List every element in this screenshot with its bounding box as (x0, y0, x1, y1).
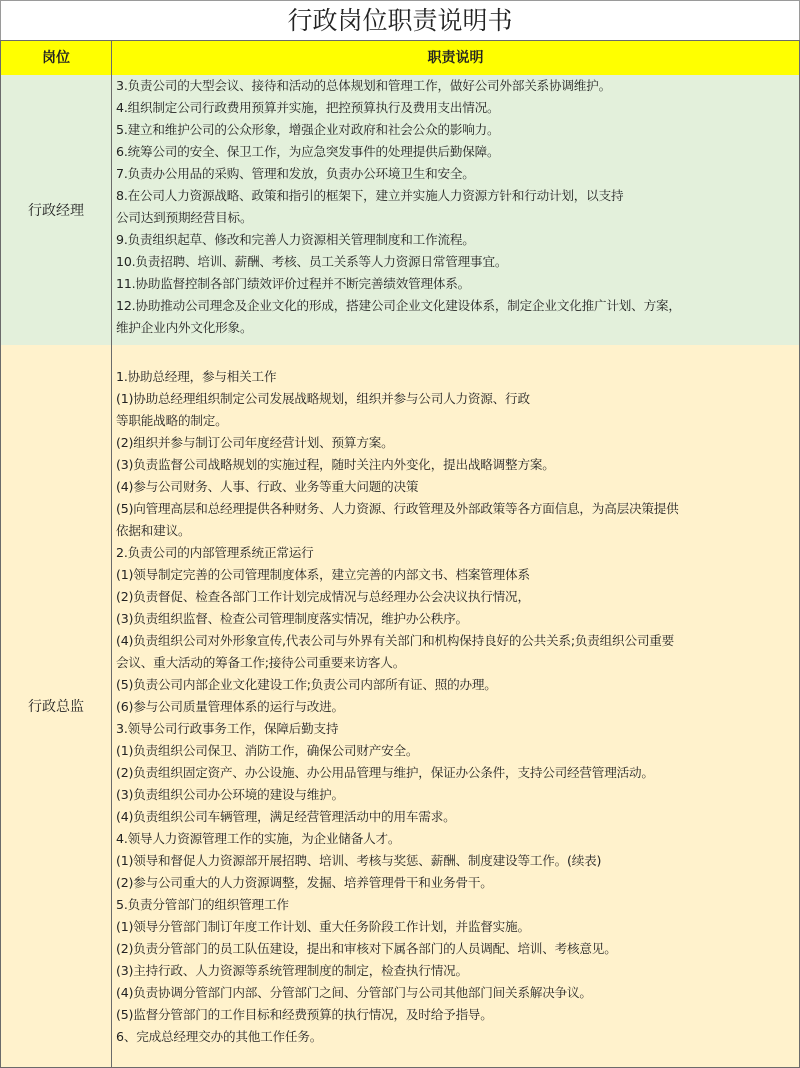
position-cell (1, 345, 112, 1067)
duties-cell (116, 366, 795, 1048)
duty-line: (1)领导和督促人力资源部开展招聘、培训、考核与奖惩、薪酬、制度建设等工作。(续表) (116, 853, 602, 868)
duty-line: 4.领导人力资源管理工作的实施，为企业储备人才。 (116, 831, 401, 846)
table-row-admin-manager (0, 75, 800, 346)
table-header (0, 40, 800, 76)
duty-line: 等职能战略的制定。 (116, 413, 228, 428)
duty-line: 4.组织制定公司行政费用预算并实施，把控预算执行及费用支出情况。 (116, 100, 500, 115)
duty-line: 8.在公司人力资源战略、政策和指引的框架下，建立并实施人力资源方针和行动计划，以支持 (116, 188, 624, 203)
duty-line: 6、完成总经理交办的其他工作任务。 (116, 1029, 323, 1044)
duty-line: 会议、重大活动的筹备工作;接待公司重要来访客人。 (116, 655, 406, 670)
duty-line: 10.负责招聘、培训、薪酬、考核、员工关系等人力资源日常管理事宜。 (116, 254, 508, 269)
position-label: 行政总监 (28, 699, 84, 715)
duties-cell (116, 75, 795, 339)
duty-line: 3.领导公司行政事务工作，保障后勤支持 (116, 721, 339, 736)
duty-line: (3)主持行政、人力资源等系统管理制度的制定，检查执行情况。 (116, 963, 468, 978)
duty-line: 维护企业内外文化形象。 (116, 320, 253, 335)
duty-line: (1)领导制定完善的公司管理制度体系，建立完善的内部文书、档案管理体系 (116, 567, 530, 582)
duty-line: 6.统筹公司的安全、保卫工作，为应急突发事件的处理提供后勤保障。 (116, 144, 500, 159)
duty-line: (6)参与公司质量管理体系的运行与改进。 (116, 699, 344, 714)
duty-line: (5)负责公司内部企业文化建设工作;负责公司内部所有证、照的办理。 (116, 677, 497, 692)
duty-line: (4)负责组织公司对外形象宣传,代表公司与外界有关部门和机构保持良好的公共关系;负责组织公司重要 (116, 633, 675, 648)
duty-line: (2)负责督促、检查各部门工作计划完成情况与总经理办公会决议执行情况， (116, 589, 530, 604)
position-label: 行政经理 (28, 203, 84, 219)
duty-line: (1)协助总经理组织制定公司发展战略规划，组织并参与公司人力资源、行政 (116, 391, 530, 406)
position-cell (1, 75, 112, 345)
duty-line: (2)参与公司重大的人力资源调整，发掘、培养管理骨干和业务骨干。 (116, 875, 493, 890)
duty-line: (4)参与公司财务、人事、行政、业务等重大问题的决策 (116, 479, 419, 494)
header-position: 岗位 (1, 41, 112, 75)
duty-line: 5.建立和维护公司的公众形象，增强企业对政府和社会公众的影响力。 (116, 122, 500, 137)
duty-line: (5)向管理高层和总经理提供各种财务、人力资源、行政管理及外部政策等各方面信息，为高层决策提供 (116, 501, 679, 516)
header-duties: 职责说明 (427, 50, 484, 66)
duty-line: (1)领导分管部门制订年度工作计划、重大任务阶段工作计划，并监督实施。 (116, 919, 530, 934)
duty-line: 1.协助总经理，参与相关工作 (116, 369, 277, 384)
duty-line: (4)负责组织公司车辆管理，满足经营管理活动中的用车需求。 (116, 809, 456, 824)
document-title: 行政岗位职责说明书 (0, 0, 800, 41)
duty-line: 9.负责组织起草、修改和完善人力资源相关管理制度和工作流程。 (116, 232, 475, 247)
duty-line: (3)负责组织监督、检查公司管理制度落实情况，维护办公秩序。 (116, 611, 468, 626)
duty-line: (3)负责组织公司办公环境的建设与维护。 (116, 787, 344, 802)
duty-line: 依据和建议。 (116, 523, 191, 538)
duty-line: 7.负责办公用品的采购、管理和发放，负责办公环境卫生和安全。 (116, 166, 475, 181)
duty-line: 11.协助监督控制各部门绩效评价过程并不断完善绩效管理体系。 (116, 276, 471, 291)
duty-line: (2)负责组织固定资产、办公设施、办公用品管理与维护，保证办公条件，支持公司经营管理活动。 (116, 765, 654, 780)
duty-line: (3)负责监督公司战略规划的实施过程，随时关注内外变化，提出战略调整方案。 (116, 457, 555, 472)
duty-line: (2)负责分管部门的员工队伍建设，提出和审核对下属各部门的人员调配、培训、考核意见。 (116, 941, 617, 956)
duty-line: 12.协助推动公司理念及企业文化的形成，搭建公司企业文化建设体系，制定企业文化推广计划、方案， (116, 298, 681, 313)
duty-line: 公司达到预期经营目标。 (116, 210, 253, 225)
duty-line: (2)组织并参与制订公司年度经营计划、预算方案。 (116, 435, 394, 450)
duty-line: 3.负责公司的大型会议、接待和活动的总体规划和管理工作，做好公司外部关系协调维护。 (116, 78, 611, 93)
duty-line: (1)负责组织公司保卫、消防工作，确保公司财产安全。 (116, 743, 419, 758)
table-row-admin-director (0, 345, 800, 1068)
duty-line: 5.负责分管部门的组织管理工作 (116, 897, 289, 912)
duty-line: 2.负责公司的内部管理系统正常运行 (116, 545, 314, 560)
duty-line: (4)负责协调分管部门内部、分管部门之间、分管部门与公司其他部门间关系解决争议。 (116, 985, 592, 1000)
duty-line: (5)监督分管部门的工作目标和经费预算的执行情况，及时给予指导。 (116, 1007, 493, 1022)
